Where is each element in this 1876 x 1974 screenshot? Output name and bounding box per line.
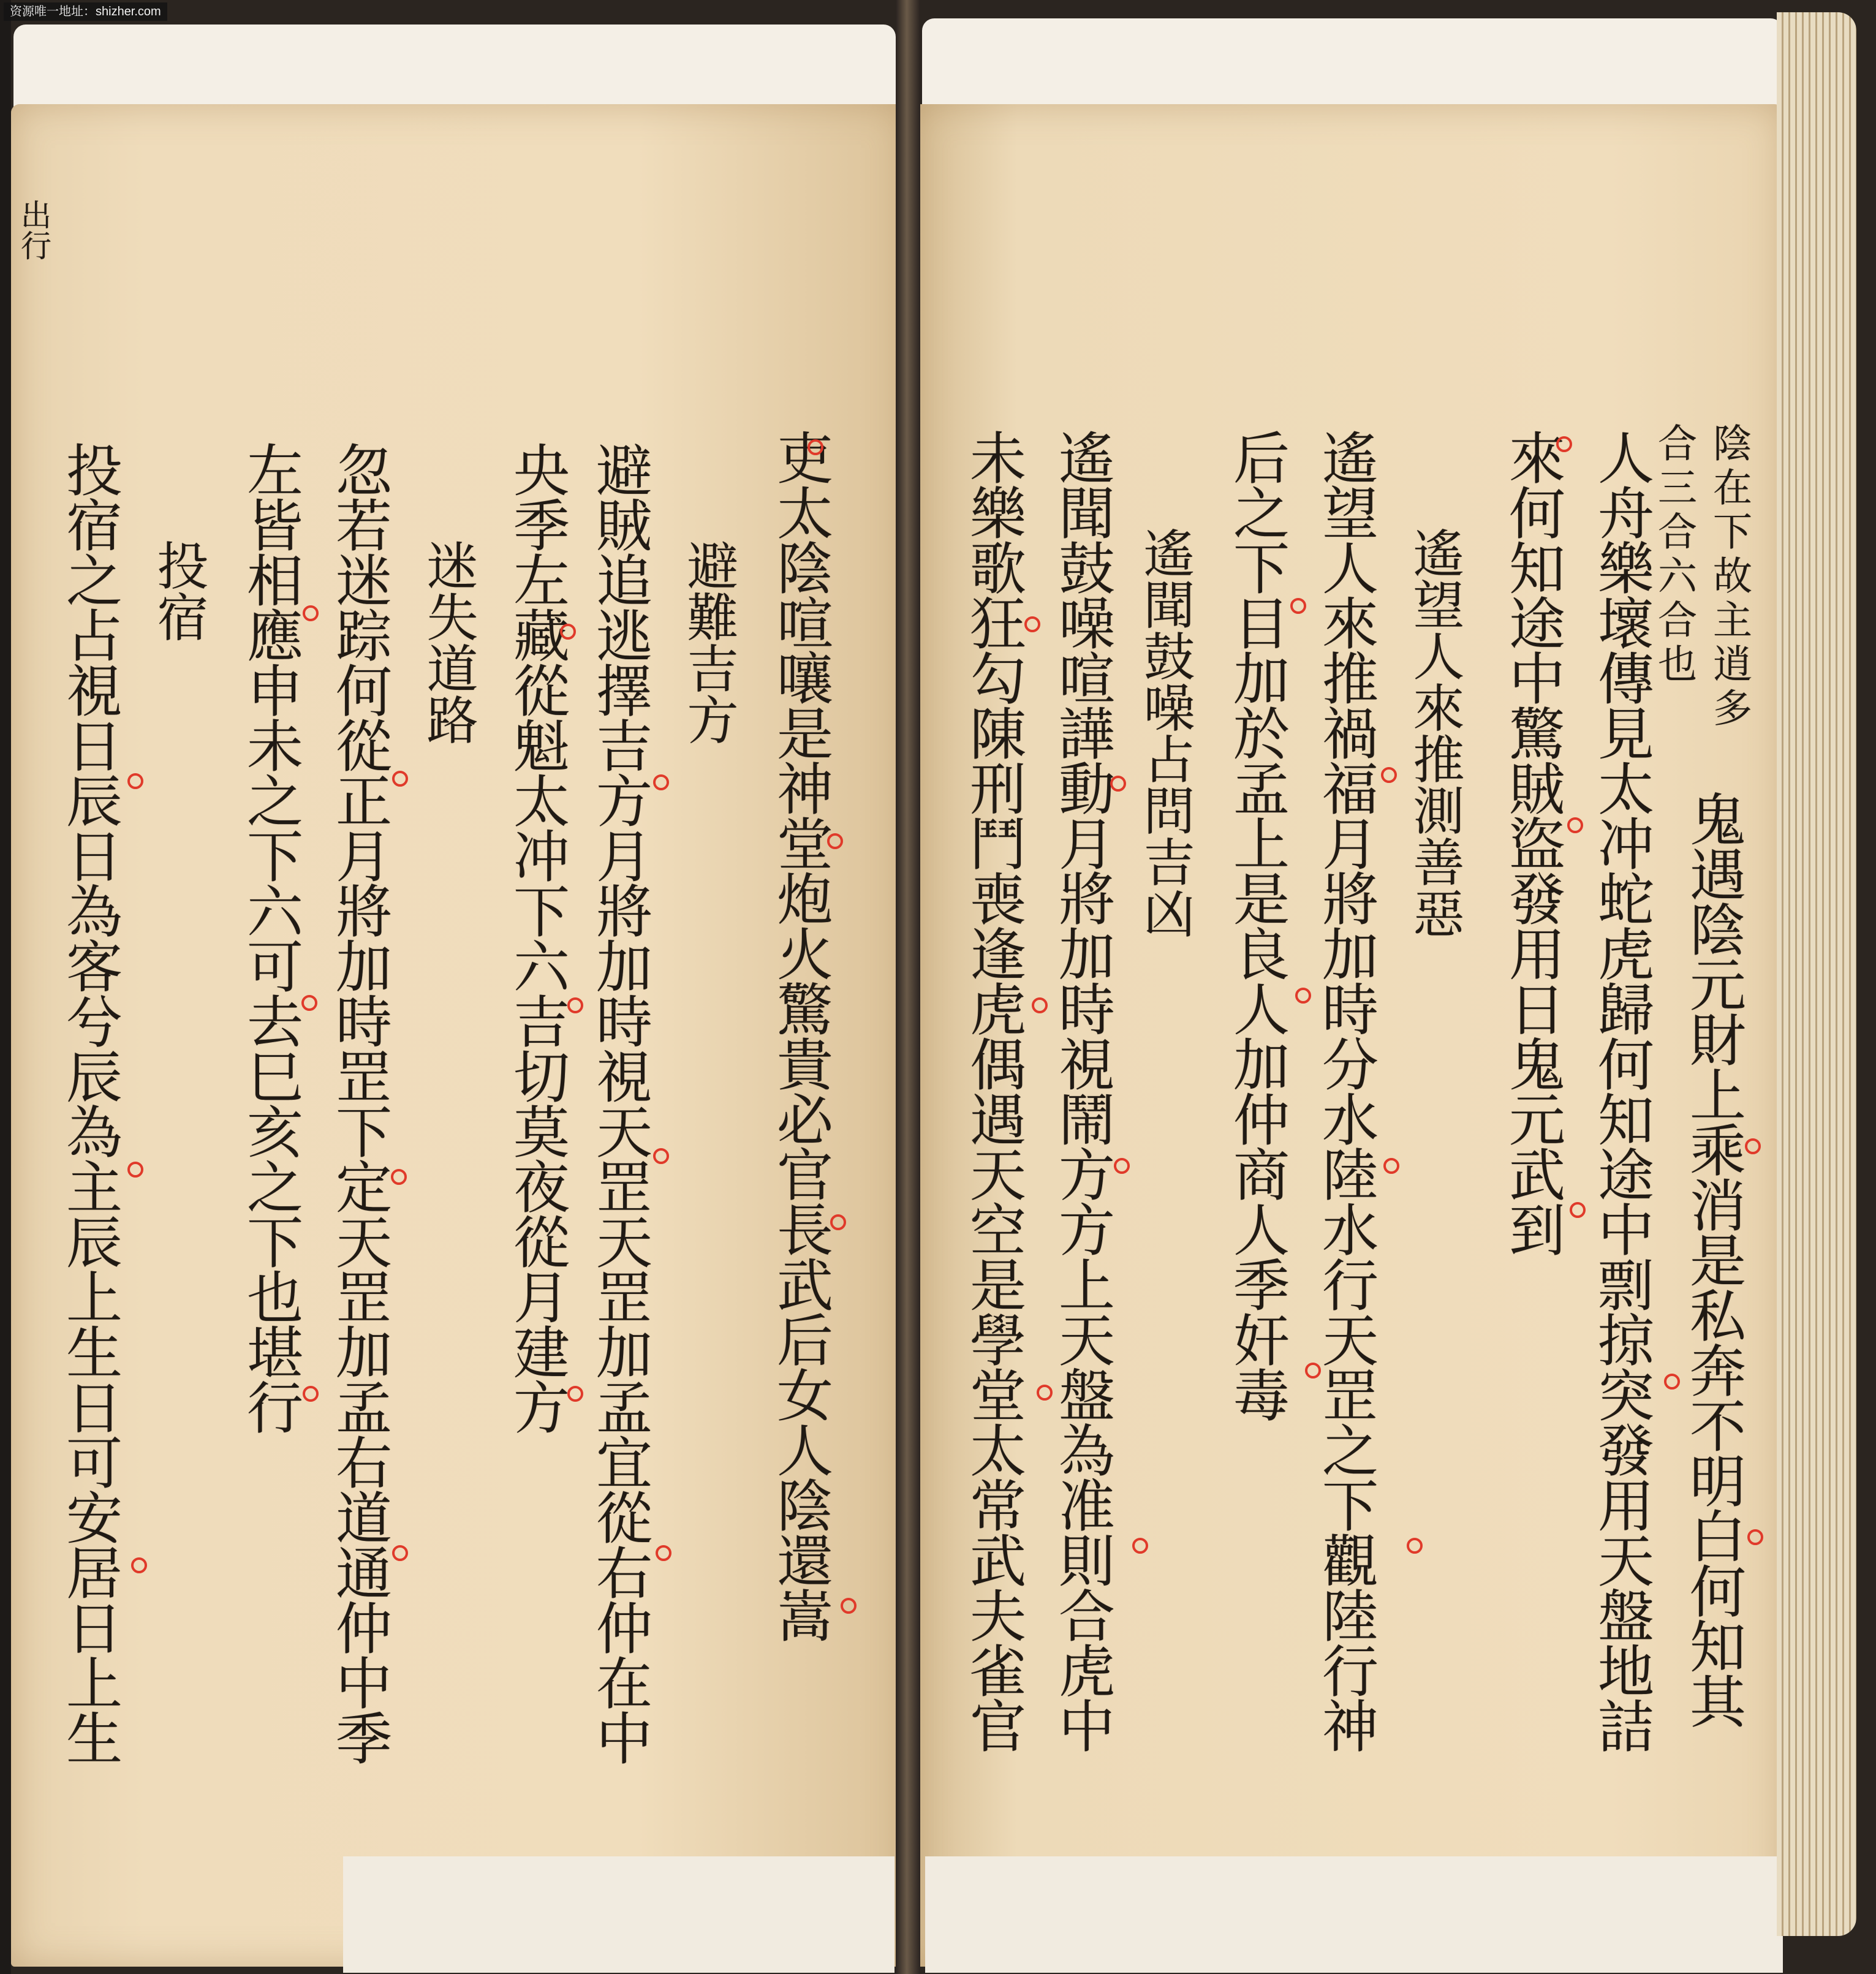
text-column: 未樂歌狂勾陳刑鬥喪逢虎偶遇天空是學堂太常武夫雀官 (961, 429, 1026, 1752)
text-column: 后之下目加於孟上是良人加仲商人季奸毒 (1224, 429, 1290, 1421)
red-punctuation-circle (391, 1169, 407, 1185)
red-punctuation-circle (127, 1162, 143, 1178)
red-punctuation-circle (303, 605, 319, 621)
red-punctuation-circle (827, 833, 843, 849)
section-heading: 投宿 (149, 539, 209, 642)
section-heading: 迷失道路 (418, 539, 478, 745)
text-column: 忽若迷踪何從正月將加時罡下定天罡加孟右道通仲中季 (327, 441, 392, 1764)
red-punctuation-circle (653, 774, 669, 790)
text-column: 遙望人來推禍福月將加時分水陸水行天罡之下觀陸行神 (1313, 429, 1379, 1752)
text-column: 鬼遇陰元財上乘消是私奔不明白何知其 (1681, 790, 1746, 1728)
watermark: 资源唯一地址：shizher.com (4, 2, 167, 21)
text-column: 央季左藏從魁太冲下六吉切莫夜從月建方 (504, 441, 570, 1434)
red-punctuation-circle (301, 995, 317, 1011)
book-spine-edge (0, 0, 11, 1974)
text-column: 遙聞鼓噪喧譁動月將加時視鬧方方上天盤為准則合虎中 (1050, 429, 1115, 1752)
red-punctuation-circle (653, 1148, 669, 1164)
red-punctuation-circle (656, 1545, 671, 1561)
red-punctuation-circle (1290, 598, 1306, 614)
red-punctuation-circle (1032, 997, 1048, 1013)
red-punctuation-circle (1295, 988, 1311, 1004)
right-page-bottom-paper (925, 1856, 1783, 1973)
red-punctuation-circle (303, 1386, 319, 1402)
text-column: 左皆相應申未之下六可去巳亥之下也堪行 (238, 441, 303, 1434)
red-punctuation-circle (560, 624, 576, 640)
text-column: 避賊追逃擇吉方月將加時視天罡天罡加孟宜從右仲在中 (587, 441, 652, 1764)
text-column: 人舟樂壞傳見太冲蛇虎歸何知途中剽掠突發用天盤地詰 (1589, 429, 1654, 1752)
red-punctuation-circle (567, 997, 583, 1013)
red-punctuation-circle (1381, 767, 1397, 783)
text-column: 來何知途中驚賊盜發用日鬼元武到 (1500, 429, 1565, 1256)
red-punctuation-circle (830, 1214, 846, 1230)
book-gutter (896, 0, 920, 1974)
red-punctuation-circle (1556, 436, 1572, 452)
red-punctuation-circle (841, 1598, 857, 1614)
page-edge-stack (1777, 12, 1856, 1936)
red-punctuation-circle (1024, 616, 1040, 632)
red-punctuation-circle (1407, 1538, 1423, 1554)
red-punctuation-circle (1747, 1529, 1763, 1545)
text-column: 吏太陰喧嚷是神堂炮火驚貴必官長武后女人陰還嵩 (768, 429, 833, 1642)
red-punctuation-circle (808, 439, 823, 455)
section-heading: 避難吉方 (679, 539, 739, 745)
red-punctuation-circle (1664, 1374, 1680, 1390)
annotation-column: 合三合六合也 (1651, 423, 1696, 687)
red-punctuation-circle (1570, 1202, 1586, 1218)
red-punctuation-circle (127, 773, 143, 789)
annotation-column: 陰在下故主逍多 (1706, 423, 1752, 732)
text-column: 投宿之占視日辰日為客兮辰為主辰上生日可安居日上生 (57, 441, 123, 1764)
red-punctuation-circle (1132, 1538, 1148, 1554)
margin-label: 出行 (16, 199, 51, 260)
section-heading: 遙聞鼓噪占問吉凶 (1135, 527, 1195, 939)
red-punctuation-circle (1567, 817, 1583, 833)
red-punctuation-circle (392, 771, 408, 787)
left-page-bottom-paper (343, 1856, 895, 1973)
red-punctuation-circle (1110, 776, 1126, 792)
red-punctuation-circle (1383, 1158, 1399, 1174)
red-punctuation-circle (1037, 1385, 1053, 1401)
red-punctuation-circle (1305, 1363, 1321, 1378)
section-heading: 遙望人來推測善惡 (1405, 527, 1465, 939)
red-punctuation-circle (1745, 1138, 1761, 1154)
red-punctuation-circle (567, 1386, 583, 1402)
red-punctuation-circle (1114, 1158, 1130, 1174)
red-punctuation-circle (131, 1557, 147, 1573)
red-punctuation-circle (392, 1545, 408, 1561)
